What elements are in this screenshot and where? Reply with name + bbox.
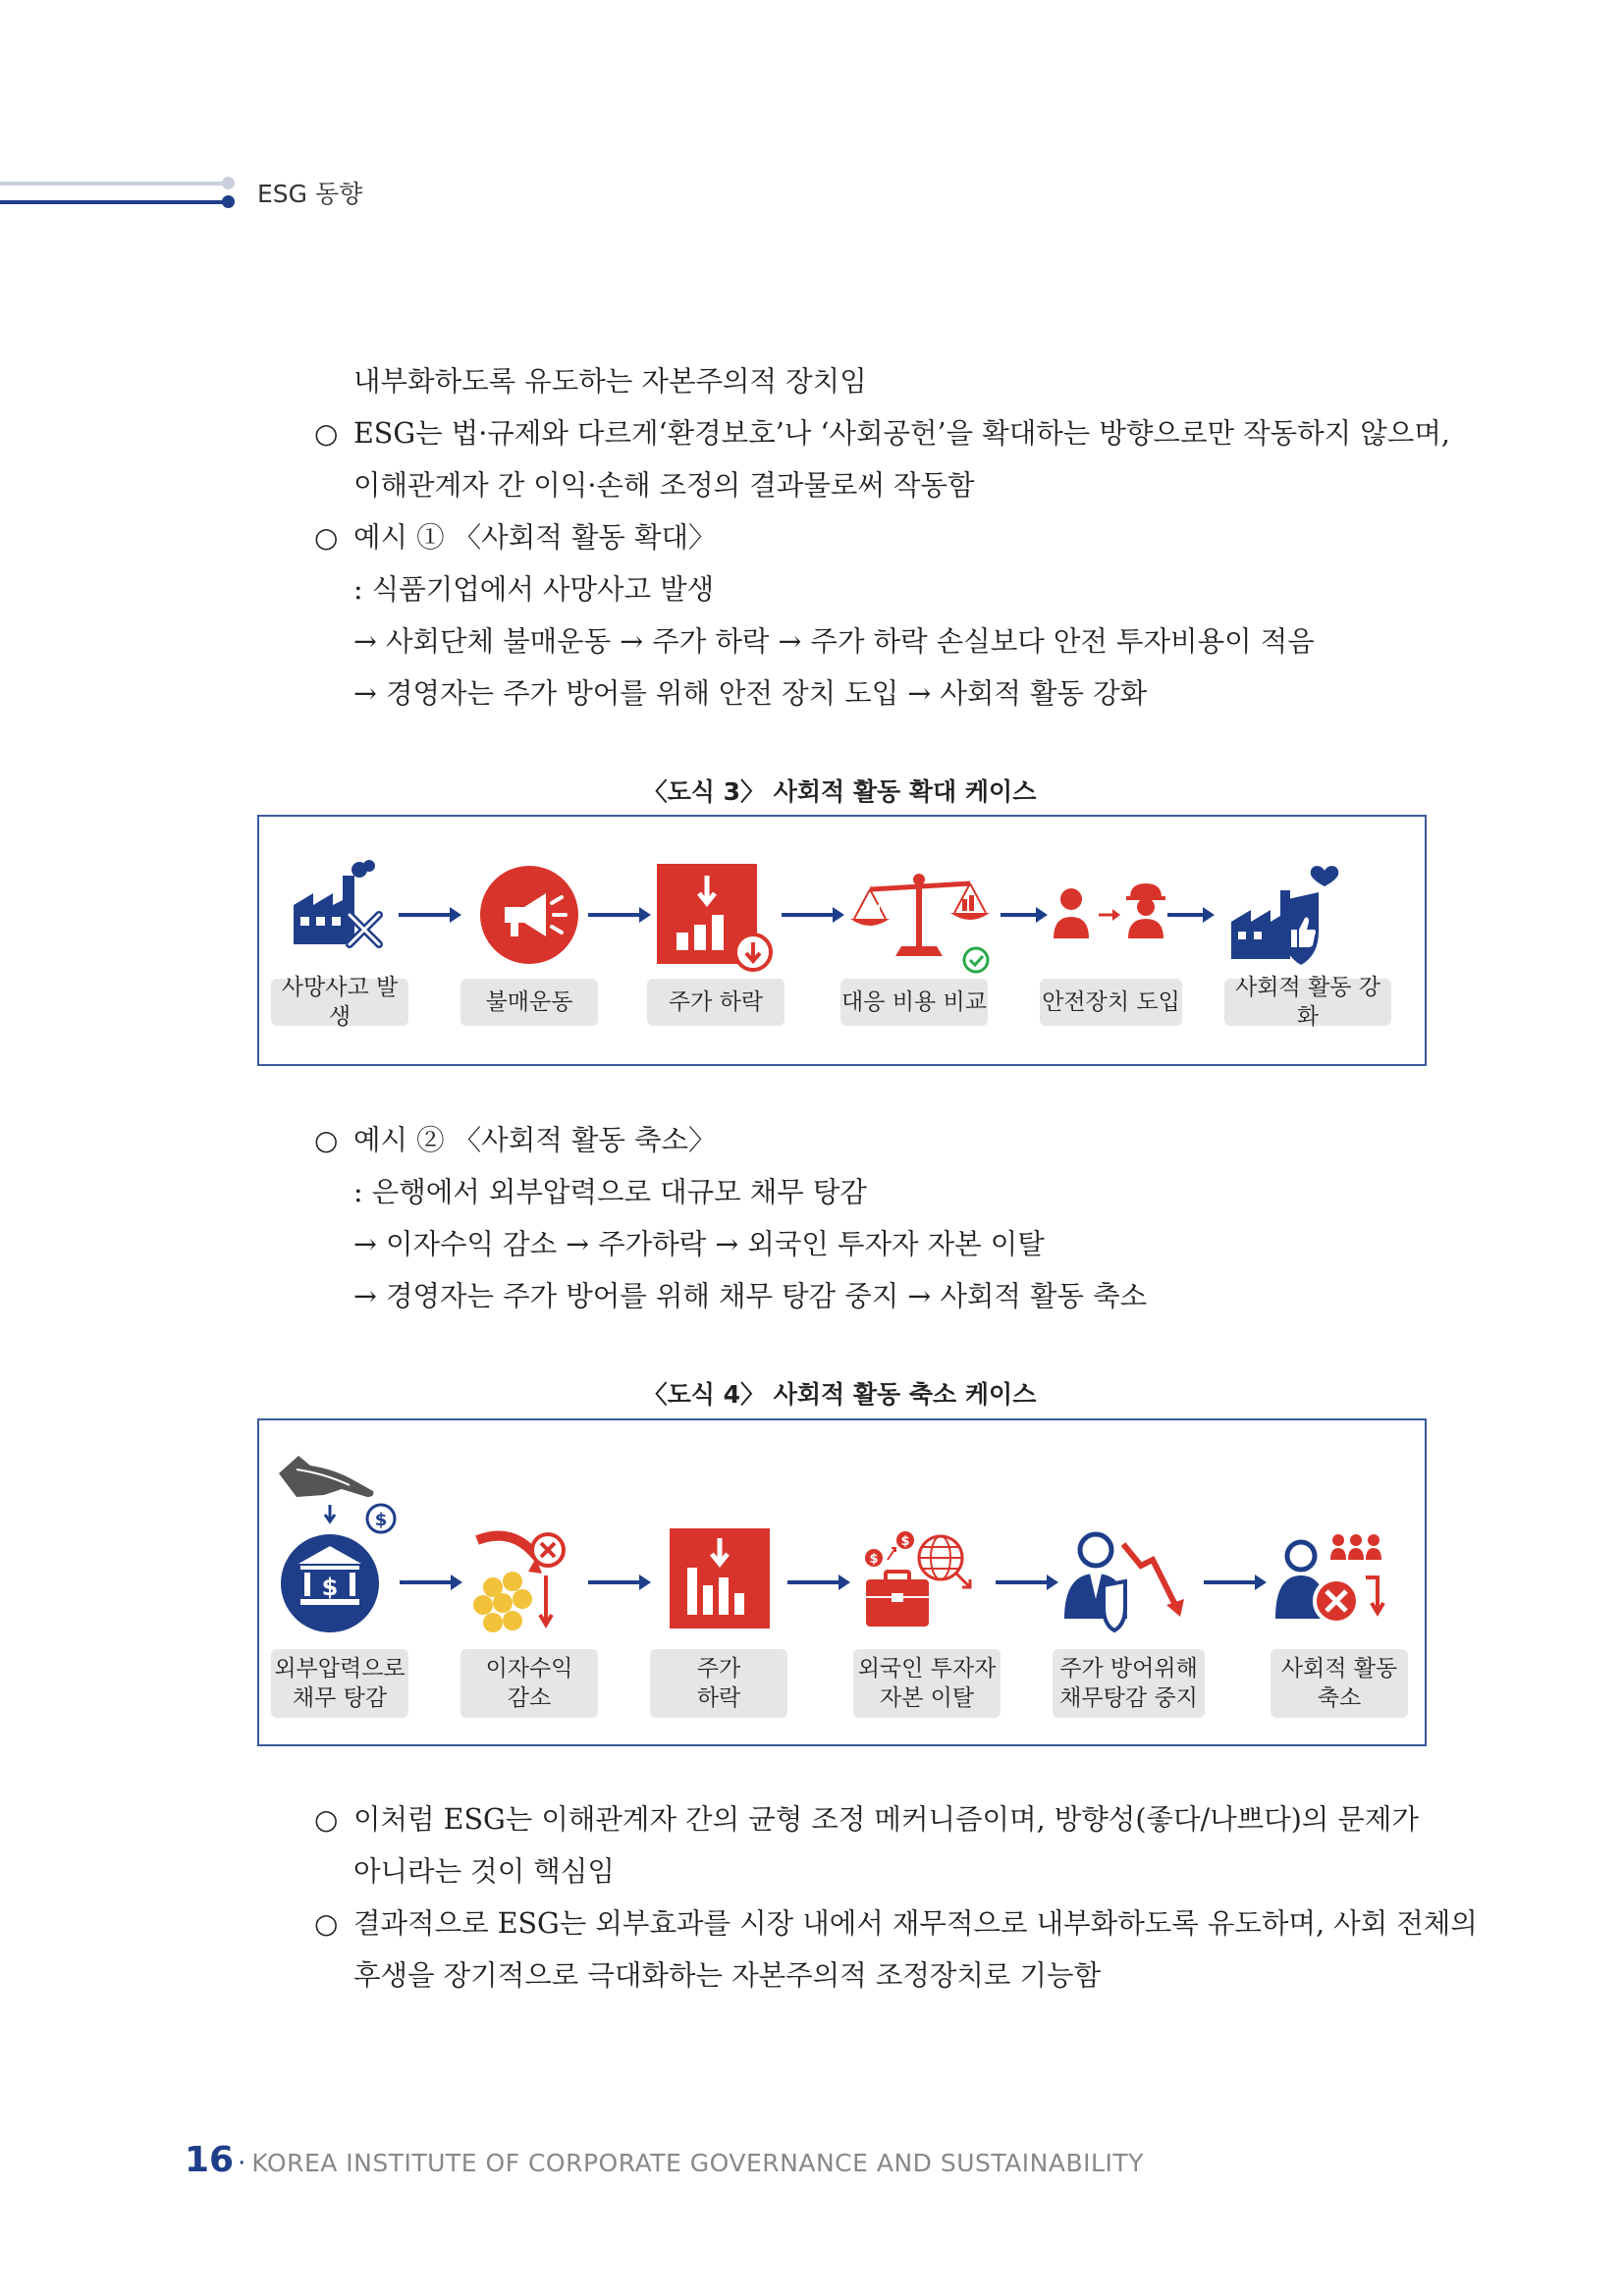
- stock-down-icon: [657, 864, 775, 974]
- figure4-caption: 〈도식 4〉 사회적 활동 축소 케이스: [642, 1380, 1037, 1409]
- stock-down-icon: [670, 1528, 778, 1636]
- bank-hand-icon: [277, 1448, 405, 1634]
- briefcase-globe-icon: [860, 1528, 988, 1636]
- step-label: 주가 방어위해 채무탕감 중지: [1053, 1649, 1205, 1718]
- arrow-right-icon: [399, 905, 463, 925]
- figure3-caption: 〈도식 3〉 사회적 활동 확대 케이스: [642, 777, 1037, 806]
- step-label: 주가 하락: [647, 979, 784, 1026]
- figure3-diagram: [257, 815, 1427, 1066]
- arrow-right-icon: [996, 1573, 1060, 1592]
- running-header: [0, 169, 393, 218]
- footer-separator: ·: [238, 2149, 246, 2178]
- step-label: 외부압력으로 채무 탕감: [271, 1649, 408, 1718]
- balance-scale-icon: [846, 864, 1003, 977]
- step-label: 불매운동: [460, 979, 598, 1026]
- step-label: 사회적 활동 축소: [1271, 1649, 1408, 1718]
- arrow-right-icon: [1167, 905, 1217, 925]
- header-dot-light: [222, 177, 235, 189]
- megaphone-icon: [477, 864, 585, 972]
- arrow-right-icon: [588, 905, 653, 925]
- manager-shield-icon: [1062, 1530, 1200, 1638]
- step-label: 이자수익 감소: [460, 1649, 598, 1718]
- svg-text:$: $: [900, 1534, 910, 1549]
- arrow-right-icon: [1001, 905, 1050, 925]
- step-label: 주가 하락: [650, 1649, 787, 1718]
- figure4-diagram: [257, 1418, 1427, 1746]
- step-label: 안전장치 도입: [1040, 979, 1182, 1026]
- step-label: 사회적 활동 강화: [1224, 979, 1391, 1026]
- arrow-right-icon: [787, 1573, 852, 1592]
- header-title: ESG 동향: [257, 180, 363, 208]
- step-label: 외국인 투자자 자본 이탈: [853, 1649, 1001, 1718]
- arrow-right-icon: [400, 1573, 464, 1592]
- arrow-right-icon: [782, 905, 846, 925]
- coins-x-icon: [463, 1528, 571, 1636]
- arrow-right-icon: [1204, 1573, 1269, 1592]
- header-rule-dark: [0, 200, 228, 204]
- factory-shield-icon: [1226, 861, 1354, 974]
- header-dot-dark: [222, 195, 235, 208]
- people-x-icon: [1275, 1530, 1403, 1638]
- page-footer: [185, 2140, 1144, 2180]
- page-number: 16: [185, 2140, 235, 2180]
- safety-helmet-icon: [1050, 876, 1177, 964]
- factory-x-icon: [289, 856, 397, 954]
- institute-name: KOREA INSTITUTE OF CORPORATE GOVERNANCE AND SUSTAINABILITY: [251, 2149, 1144, 2177]
- svg-text:$: $: [321, 1574, 339, 1601]
- step-label: 사망사고 발생: [271, 979, 408, 1026]
- header-rule-light: [0, 182, 228, 186]
- svg-text:$: $: [374, 1510, 388, 1530]
- step-label: 대응 비용 비교: [840, 979, 988, 1026]
- arrow-right-icon: [588, 1573, 653, 1592]
- svg-text:$: $: [869, 1552, 879, 1567]
